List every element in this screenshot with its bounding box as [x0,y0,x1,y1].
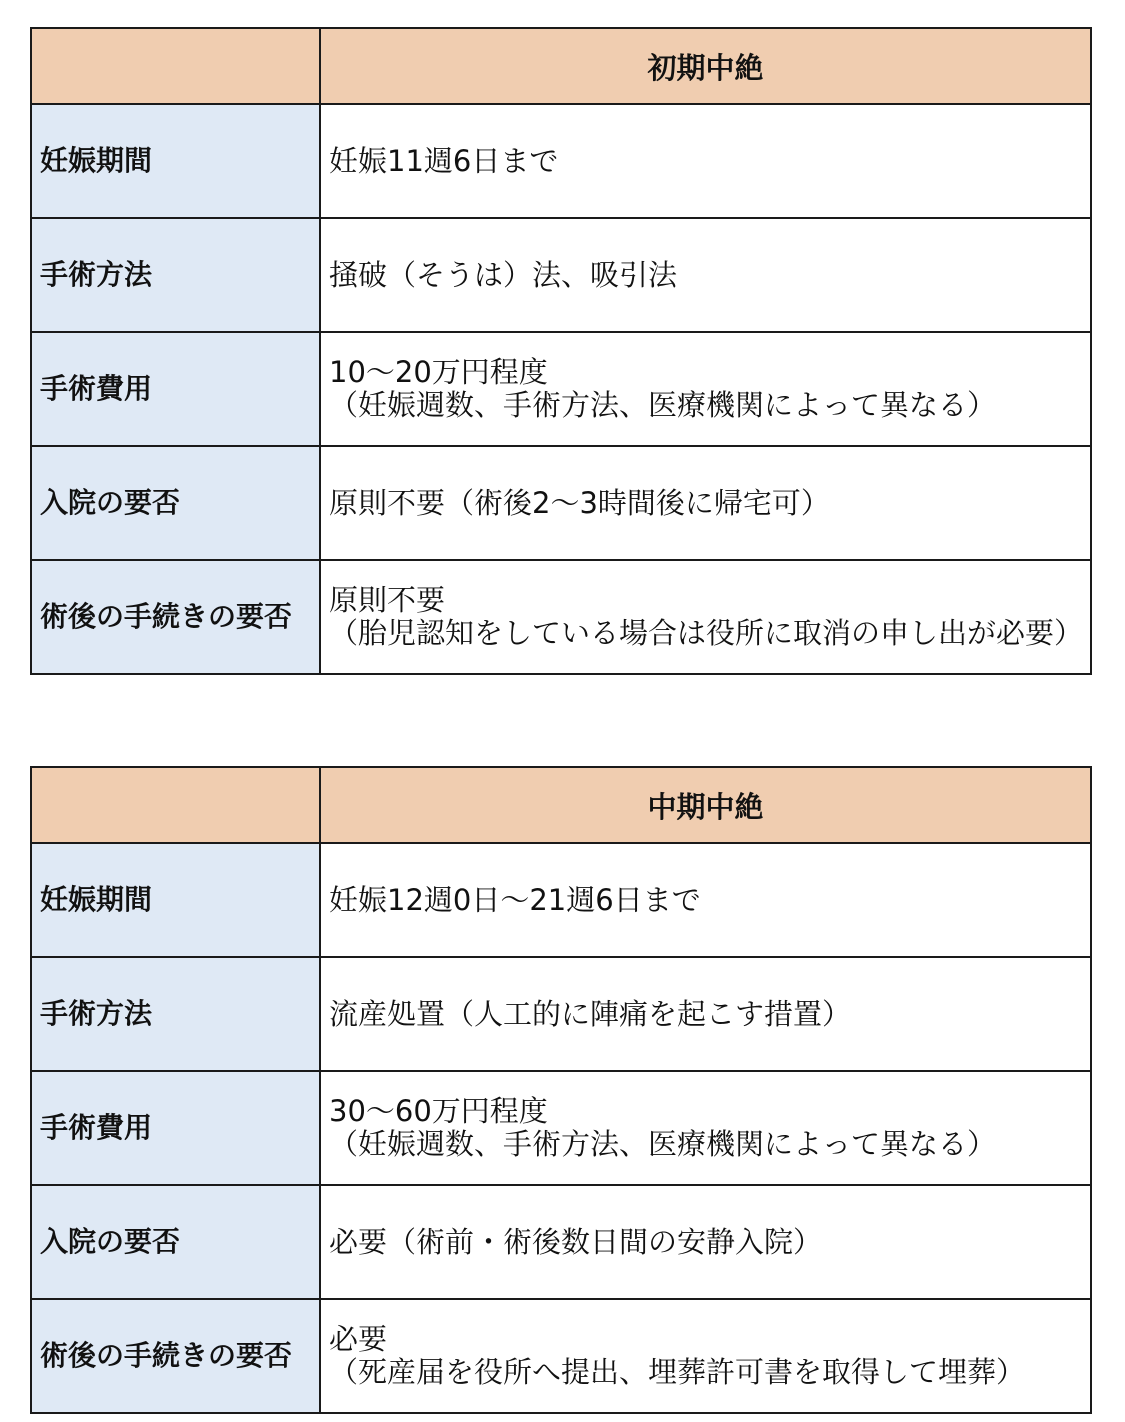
header-blank-cell [31,28,320,104]
row-label: 手術方法 [31,218,320,332]
row-value [320,218,1091,332]
row-value-line: 原則不要 [329,583,446,617]
table-row [31,1299,1091,1413]
table-row [31,218,1091,332]
row-value-line: 30～60万円程度 [329,1094,548,1128]
header-blank-cell [31,767,320,843]
row-label: 手術費用 [31,332,320,446]
table-row [31,957,1091,1071]
row-value-line: 必要 [329,1322,388,1356]
row-value-line: （妊娠週数、手術方法、医療機関によって異なる） [329,1127,997,1161]
row-label: 妊娠期間 [31,104,320,218]
row-value-line: （妊娠週数、手術方法、医療機関によって異なる） [329,388,997,422]
table-row [31,446,1091,560]
row-label: 術後の手続きの要否 [31,560,320,674]
table-header-title: 初期中絶 [320,28,1091,104]
row-label: 手術方法 [31,957,320,1071]
early-abortion-table [30,27,1092,675]
row-value [320,104,1091,218]
row-value-line: 妊娠12週0日～21週6日まで [329,882,701,917]
table-row [31,560,1091,674]
table-row [31,1071,1091,1185]
row-label: 手術費用 [31,1071,320,1185]
row-value-line: 必要（術前・術後数日間の安静入院） [329,1224,823,1259]
row-label: 入院の要否 [31,446,320,560]
row-value-line: 掻破（そうは）法、吸引法 [329,257,678,292]
table-header-row [31,767,1091,843]
mid-term-abortion-table [30,766,1092,1414]
row-value-line: （胎児認知をしている場合は役所に取消の申し出が必要） [329,616,1084,650]
row-value [320,560,1091,674]
table-header-title: 中期中絶 [320,767,1091,843]
row-value-line: 原則不要（術後2～3時間後に帰宅可） [329,485,830,520]
row-value [320,1299,1091,1413]
row-value [320,446,1091,560]
row-value [320,332,1091,446]
row-label: 入院の要否 [31,1185,320,1299]
row-value [320,1071,1091,1185]
row-label: 妊娠期間 [31,843,320,957]
row-label: 術後の手続きの要否 [31,1299,320,1413]
table-row [31,104,1091,218]
table-row [31,1185,1091,1299]
row-value [320,1185,1091,1299]
row-value-line: （死産届を役所へ提出、埋葬許可書を取得して埋葬） [329,1355,1026,1389]
table-header-row [31,28,1091,104]
row-value [320,843,1091,957]
table-row [31,332,1091,446]
table-row [31,843,1091,957]
row-value [320,957,1091,1071]
row-value-line: 10～20万円程度 [329,355,548,389]
row-value-line: 妊娠11週6日まで [329,143,559,178]
row-value-line: 流産処置（人工的に陣痛を起こす措置） [329,996,852,1031]
